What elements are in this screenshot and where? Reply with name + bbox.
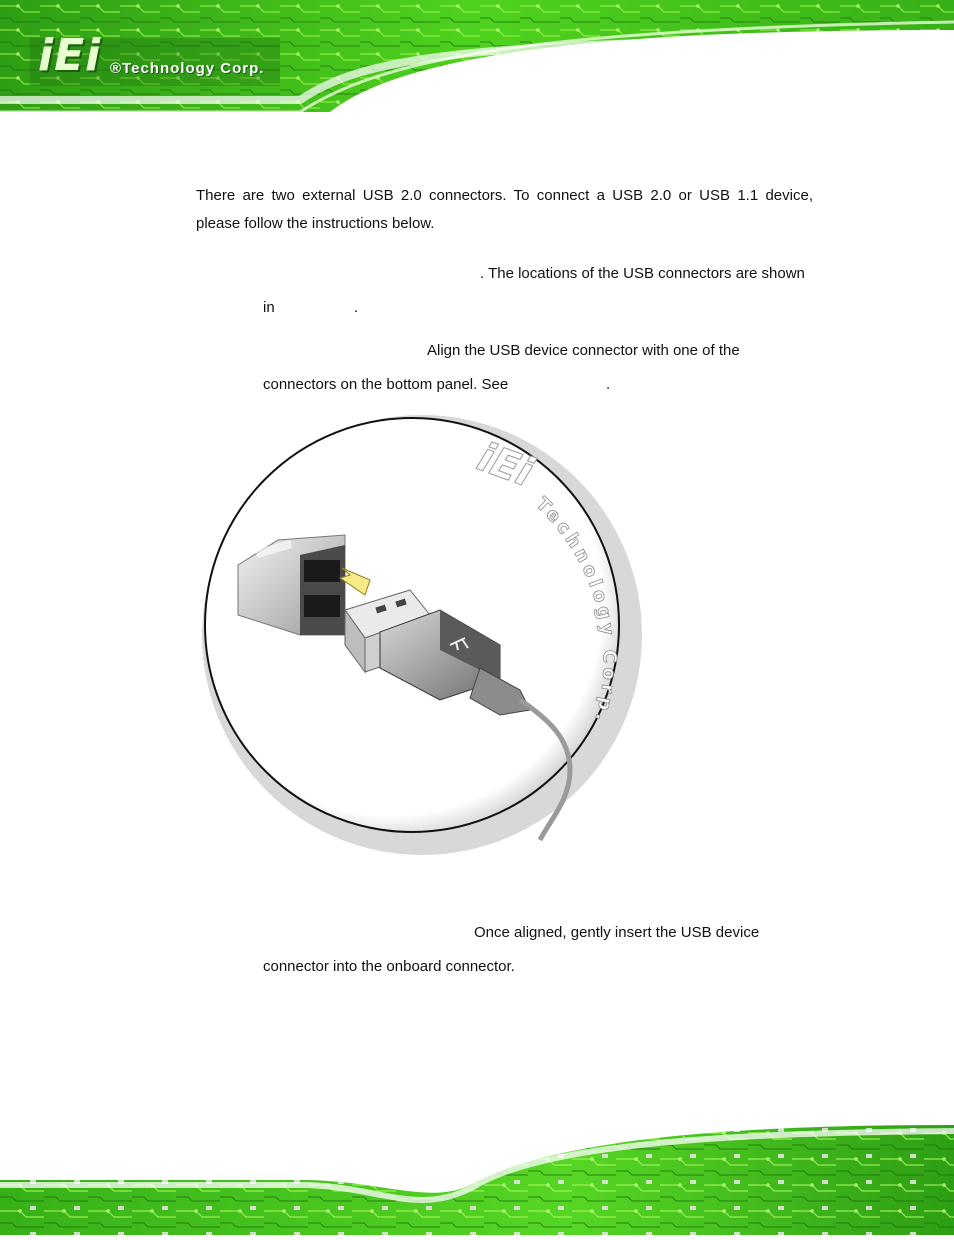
step2-text: Align the USB device connector with one of the <box>427 342 740 359</box>
step2-period: . <box>606 376 611 393</box>
intro-line-2: please follow the instructions below. <box>196 215 435 232</box>
usb-connection-illustration <box>200 410 660 860</box>
step3-text: Once aligned, gently insert the USB device <box>474 924 760 941</box>
pcb-header-graphic <box>0 0 954 112</box>
step1-period: . <box>354 299 359 316</box>
watermark-logo: iEi <box>471 434 539 497</box>
page-header-banner <box>0 0 954 112</box>
watermark-text-path: Technology Corp. <box>531 493 620 728</box>
step2-continuation: connectors on the bottom panel. See <box>263 376 509 393</box>
intro-line-1: There are two external USB 2.0 connectors. To connect a USB 2.0 or USB 1.1 device, <box>196 187 813 204</box>
page-footer-banner <box>0 1125 954 1235</box>
logo-letters: iEi <box>38 30 102 81</box>
company-logo <box>38 30 101 81</box>
pcb-footer-graphic <box>0 1125 954 1235</box>
step1-text: . The locations of the USB connectors are shown <box>480 265 805 282</box>
usb-plug-diagram <box>200 410 660 860</box>
step3-continuation: connector into the onboard connector. <box>263 958 515 975</box>
step1-in: in <box>263 299 275 316</box>
company-name: ®Technology Corp. <box>110 60 265 77</box>
